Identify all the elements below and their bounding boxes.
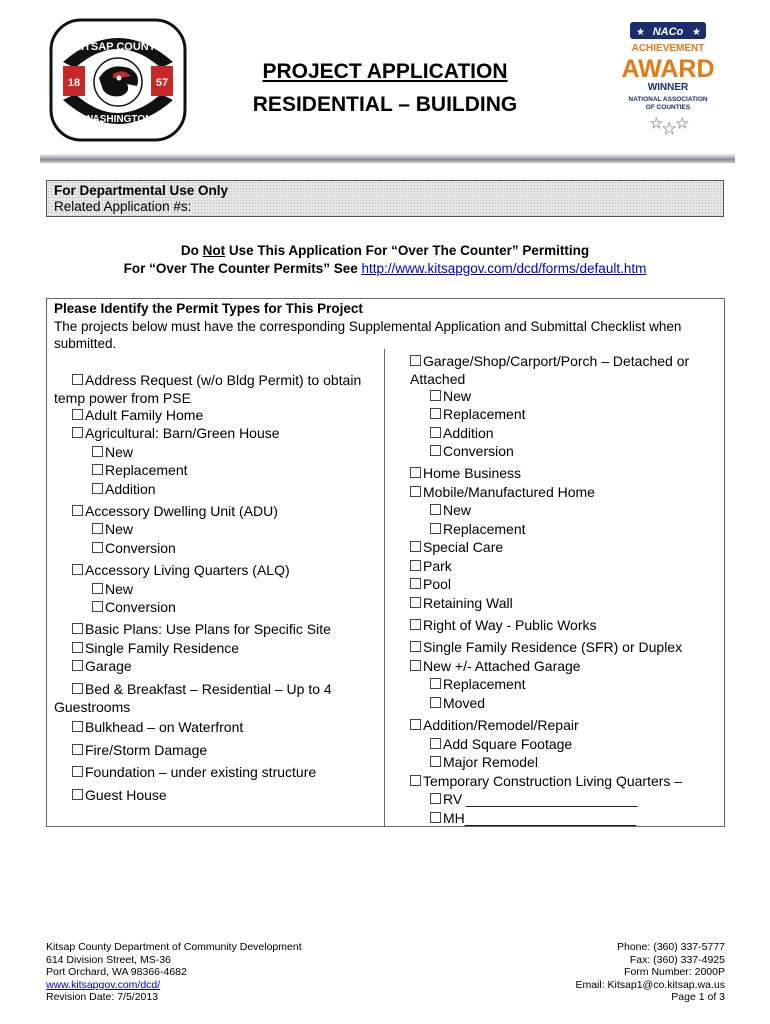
departmental-use-title: For Departmental Use Only	[54, 183, 229, 198]
checkbox[interactable]	[430, 408, 441, 419]
permit-option-label: MH______________________	[443, 810, 637, 826]
permit-option-right-of-way-public-works[interactable]	[410, 616, 597, 634]
checkbox[interactable]	[430, 445, 441, 456]
permit-option-mobile-manufactured-home[interactable]	[410, 483, 595, 501]
page-title: PROJECT APPLICATION	[262, 60, 508, 83]
checkbox[interactable]	[410, 578, 421, 589]
permit-option-replacement[interactable]	[430, 520, 526, 538]
permit-option-garage[interactable]	[72, 657, 132, 675]
thunderbird-emblem	[94, 58, 142, 106]
permit-option-label: New +/- Attached Garage	[423, 658, 581, 674]
permit-option-addition-remodel-repair[interactable]	[410, 716, 579, 734]
svg-text:OF COUNTIES: OF COUNTIES	[645, 104, 691, 111]
notice-text: For “Over The Counter Permits” See	[123, 261, 362, 276]
checkbox[interactable]	[92, 601, 103, 612]
svg-text:★: ★	[636, 27, 645, 38]
permit-option-label: Add Square Footage	[443, 736, 573, 752]
checkbox[interactable]	[430, 504, 441, 515]
permit-option-home-business[interactable]	[410, 464, 521, 482]
permit-option-label: Bulkhead – on Waterfront	[85, 719, 244, 735]
permit-option-bed-breakfast-residential-up-to-4[interactable]	[72, 680, 332, 698]
permit-option-new[interactable]	[430, 387, 471, 405]
footer-phone: Phone: (360) 337-5777	[617, 941, 725, 953]
checkbox[interactable]	[410, 560, 421, 571]
county-seal-logo	[49, 18, 187, 142]
permit-option-label: New	[443, 388, 472, 404]
permit-option-single-family-residence[interactable]	[72, 639, 239, 657]
checkbox[interactable]	[430, 390, 441, 401]
permit-option-new[interactable]	[92, 443, 133, 461]
permit-option-label: Addition	[443, 425, 494, 441]
checkbox[interactable]	[92, 542, 103, 553]
footer-contact-left	[46, 941, 302, 1004]
permit-option-label: Attached	[410, 371, 466, 387]
permit-option-label: Retaining Wall	[423, 595, 513, 611]
checkbox[interactable]	[92, 523, 103, 534]
permit-option-label: Conversion	[443, 443, 514, 459]
naco-award-logo	[620, 20, 715, 138]
footer-revision-date: Revision Date: 7/5/2013	[46, 991, 159, 1004]
header-divider	[40, 154, 735, 163]
svg-text:ACHIEVEMENT: ACHIEVEMENT	[631, 43, 705, 54]
checkbox[interactable]	[430, 678, 441, 689]
checkbox[interactable]	[430, 697, 441, 708]
permit-option-new[interactable]	[430, 501, 471, 519]
permit-option-label: Garage	[85, 658, 132, 674]
svg-text:★: ★	[662, 121, 677, 138]
permit-option-major-remodel[interactable]	[430, 753, 538, 771]
checkbox[interactable]	[72, 374, 83, 385]
permit-types-description: The projects below must have the corresponding Supplemental Application and Submittal Checklist when submitted.	[54, 319, 682, 351]
permit-option-bulkhead-on-waterfront[interactable]	[72, 718, 243, 736]
permit-option-label: Foundation – under existing structure	[85, 764, 317, 780]
checkbox[interactable]	[92, 483, 103, 494]
checkbox[interactable]	[430, 427, 441, 438]
permit-option-moved[interactable]	[430, 694, 485, 712]
svg-text:★: ★	[676, 115, 689, 131]
permit-option-basic-plans-use-plans-for-specific-site[interactable]	[72, 620, 331, 638]
permit-option-label: Accessory Dwelling Unit (ADU)	[85, 503, 278, 519]
checkbox[interactable]	[410, 775, 421, 786]
svg-text:NACo: NACo	[652, 26, 684, 38]
footer-address: 614 Division Street, MS-36	[46, 953, 171, 966]
permit-option-park[interactable]	[410, 557, 452, 575]
column-divider	[384, 349, 385, 826]
checkbox[interactable]	[410, 597, 421, 608]
permit-option-label: Replacement	[443, 406, 526, 422]
svg-text:AWARD: AWARD	[621, 55, 715, 83]
checkbox[interactable]	[72, 744, 83, 755]
related-application-field[interactable]: Related Application #s:	[54, 199, 192, 214]
permit-option-label: New	[105, 581, 134, 597]
permit-option-label: Accessory Living Quarters (ALQ)	[85, 562, 290, 578]
svg-text:KITSAP COUNTY: KITSAP COUNTY	[73, 41, 163, 53]
footer-fax: Fax: (360) 337-4925	[629, 953, 725, 966]
permit-option-label: Addition/Remodel/Repair	[423, 717, 579, 733]
checkbox[interactable]	[72, 721, 83, 732]
permit-option-label: Moved	[443, 695, 486, 711]
checkbox[interactable]	[72, 623, 83, 634]
checkbox[interactable]	[72, 409, 83, 420]
checkbox[interactable]	[72, 789, 83, 800]
checkbox[interactable]	[410, 467, 421, 478]
permit-option-label: Major Remodel	[443, 754, 538, 770]
permit-option-label: Garage/Shop/Carport/Porch – Detached or	[423, 353, 690, 369]
permit-option-new-attached-garage[interactable]	[410, 657, 581, 675]
permit-option-label: Bed & Breakfast – Residential – Up to 4	[85, 681, 332, 697]
checkbox[interactable]	[430, 738, 441, 749]
permit-option-new[interactable]	[92, 520, 133, 538]
permit-option-label: Addition	[105, 481, 156, 497]
svg-text:★: ★	[650, 115, 663, 131]
permit-option-mh[interactable]	[430, 809, 636, 827]
forms-link[interactable]: http://www.kitsapgov.com/dcd/forms/default.htm	[361, 261, 647, 276]
svg-text:NATIONAL ASSOCIATION: NATIONAL ASSOCIATION	[628, 96, 708, 103]
permit-option-label: Right of Way - Public Works	[423, 617, 597, 633]
permit-option-label: Pool	[423, 576, 452, 592]
checkbox[interactable]	[92, 583, 103, 594]
checkbox[interactable]	[92, 446, 103, 457]
page-subtitle: RESIDENTIAL – BUILDING	[252, 93, 518, 116]
permit-option-label: Replacement	[443, 521, 526, 537]
footer-website-link[interactable]: www.kitsapgov.com/dcd/	[46, 978, 161, 991]
checkbox[interactable]	[72, 683, 83, 694]
svg-text:★: ★	[692, 27, 701, 38]
notice-emphasis: Not	[202, 243, 226, 258]
permit-option-label: Basic Plans: Use Plans for Specific Site	[85, 621, 331, 637]
svg-text:57: 57	[155, 77, 169, 89]
permit-option-label: Home Business	[423, 465, 522, 481]
permit-option-new[interactable]	[92, 580, 133, 598]
permit-option-conversion[interactable]	[430, 442, 514, 460]
footer-form-number: Form Number: 2000P	[624, 966, 725, 979]
checkbox[interactable]	[72, 642, 83, 653]
checkbox[interactable]	[410, 641, 421, 652]
notice-text: Use This Application For “Over The Counter” Permitting	[225, 243, 590, 258]
permit-option-label: Replacement	[105, 462, 188, 478]
checkbox[interactable]	[410, 486, 421, 497]
checkbox[interactable]	[410, 719, 421, 730]
footer-contact-right	[440, 941, 725, 1004]
permit-option-agricultural-barn-green-house[interactable]	[72, 424, 280, 442]
permit-option-retaining-wall[interactable]	[410, 594, 513, 612]
permit-option-continuation	[410, 370, 465, 388]
permit-option-label: Adult Family Home	[85, 407, 204, 423]
permit-option-adult-family-home[interactable]	[72, 406, 203, 424]
permit-types-title: Please Identify the Permit Types for This Project	[54, 301, 363, 316]
permit-option-accessory-living-quarters-alq[interactable]	[72, 561, 290, 579]
permit-option-accessory-dwelling-unit-adu[interactable]	[72, 502, 278, 520]
notice-text: Do	[180, 243, 203, 258]
checkbox[interactable]	[410, 619, 421, 630]
permit-option-label: Replacement	[443, 676, 526, 692]
svg-text:WASHINGTON: WASHINGTON	[83, 114, 153, 125]
checkbox[interactable]	[410, 541, 421, 552]
permit-option-garage-shop-carport-porch-detached-or[interactable]	[410, 352, 689, 370]
checkbox[interactable]	[72, 505, 83, 516]
permit-option-continuation	[54, 389, 191, 407]
checkbox[interactable]	[72, 564, 83, 575]
permit-option-replacement[interactable]	[430, 675, 526, 693]
permit-option-label: Mobile/Manufactured Home	[423, 484, 595, 500]
permit-option-label: New	[105, 444, 134, 460]
checkbox[interactable]	[410, 660, 421, 671]
checkbox[interactable]	[72, 660, 83, 671]
permit-option-label: Agricultural: Barn/Green House	[85, 425, 280, 441]
permit-option-addition[interactable]	[430, 424, 494, 442]
permit-option-special-care[interactable]	[410, 538, 503, 556]
footer-city: Port Orchard, WA 98366-4682	[46, 966, 187, 979]
permit-option-continuation	[54, 698, 130, 716]
svg-text:WINNER: WINNER	[647, 82, 689, 93]
permit-option-label: Single Family Residence	[85, 640, 240, 656]
permit-option-label: Fire/Storm Damage	[85, 742, 208, 758]
permit-option-add-square-footage[interactable]	[430, 735, 572, 753]
permit-option-addition[interactable]	[92, 480, 156, 498]
permit-option-foundation-under-existing-structure[interactable]	[72, 763, 316, 781]
permit-option-temporary-construction-living-quarters[interactable]	[410, 772, 682, 790]
checkbox[interactable]	[430, 756, 441, 767]
permit-option-label: New	[443, 502, 472, 518]
permit-option-fire-storm-damage[interactable]	[72, 741, 207, 759]
permit-option-conversion[interactable]	[92, 598, 176, 616]
permit-option-label: Temporary Construction Living Quarters –	[423, 773, 683, 789]
checkbox[interactable]	[430, 812, 441, 823]
permit-option-label: Park	[423, 558, 452, 574]
permit-option-label: RV ______________________	[443, 791, 638, 807]
checkbox[interactable]	[430, 793, 441, 804]
footer-department: Kitsap County Department of Community Development	[46, 941, 302, 953]
permit-option-label: Special Care	[423, 539, 504, 555]
checkbox[interactable]	[410, 355, 421, 366]
permit-option-label: Conversion	[105, 599, 176, 615]
otc-notice	[0, 243, 770, 258]
permit-option-label: Single Family Residence (SFR) or Duplex	[423, 639, 683, 655]
otc-permits-notice	[0, 261, 770, 276]
footer-page-number: Page 1 of 3	[671, 991, 725, 1004]
checkbox[interactable]	[92, 464, 103, 475]
permit-option-replacement[interactable]	[430, 405, 526, 423]
permit-option-conversion[interactable]	[92, 539, 176, 557]
permit-option-rv[interactable]	[430, 790, 637, 808]
permit-option-single-family-residence-sfr-or-duplex[interactable]	[410, 638, 682, 656]
permit-option-label: Guest House	[85, 787, 167, 803]
permit-option-label: Conversion	[105, 540, 176, 556]
permit-option-label: Address Request (w/o Bldg Permit) to obtain	[85, 372, 362, 388]
svg-text:18: 18	[67, 77, 81, 89]
checkbox[interactable]	[72, 766, 83, 777]
permit-option-address-request-w-o-bldg-permit-to-obtain[interactable]	[72, 371, 361, 389]
permit-option-replacement[interactable]	[92, 461, 188, 479]
permit-option-label: temp power from PSE	[54, 390, 191, 406]
checkbox[interactable]	[430, 523, 441, 534]
permit-option-label: Guestrooms	[54, 699, 131, 715]
permit-option-label: New	[105, 521, 134, 537]
checkbox[interactable]	[72, 427, 83, 438]
permit-option-guest-house[interactable]	[72, 786, 167, 804]
permit-option-pool[interactable]	[410, 575, 451, 593]
footer-email: Email: Kitsap1@co.kitsap.wa.us	[575, 978, 725, 991]
